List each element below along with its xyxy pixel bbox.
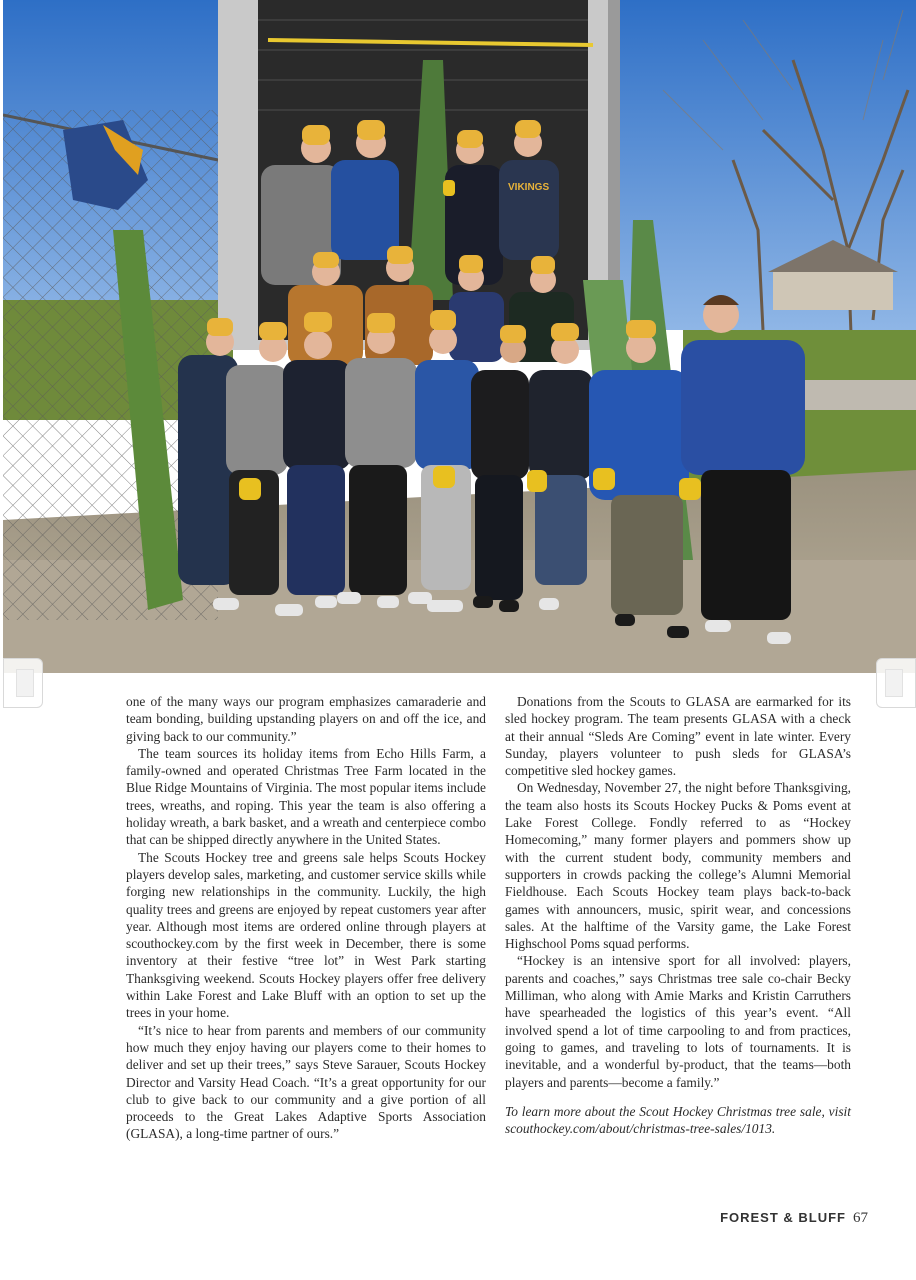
page-number: 67 [853, 1210, 868, 1226]
article-column-right [505, 693, 851, 1137]
paragraph: The Scouts Hockey tree and greens sale helps Scouts Hockey players develop sales, marketing, and customer service skills while forging new relationships in the community. Luckily, the high quality trees and greens are enjoyed by repeat customers year after year. Although most items are ordered online through players at scouthockey.com by the first week in December, there is some inventory at their festive “tree lot” in West Park starting Thanksgiving weekend. Scouts Hockey players offer free delivery within Lake Forest and Lake Bluff with an option to set up the trees in your home. [126, 849, 486, 1021]
page-footer [720, 1210, 868, 1227]
paragraph: On Wednesday, November 27, the night before Thanksgiving, the team also hosts its Scouts Hockey Pucks & Poms event at Lake Forest College. Fondly referred to as “Hockey Homecoming,” many former players and pommers show up with the current student body, community members and supporters in crowds packing the college’s Alumni Memorial Fieldhouse. Each Scouts Hockey team plays back-to-back games with announcers, music, spirit wear, and concessions sales. At the halftime of the Varsity game, the Lake Forest Highschool Poms squad performs. [505, 780, 851, 952]
magazine-name: FOREST & BLUFF [720, 1210, 846, 1225]
paragraph: one of the many ways our program emphasizes camaraderie and team bonding, building upstanding players on and off the ice, and giving back to our community.” [126, 694, 486, 744]
paragraph: The team sources its holiday items from Echo Hills Farm, a family-owned and operated Christmas Tree Farm located in the Blue Ridge Mountains of Virginia. The most popular items include trees, wreaths, and roping. This year the team is also offering a holiday wreath, a bark basket, and a wreath and centerpiece combo that can be shipped directly anywhere in the United States. [126, 745, 486, 848]
paragraph: Donations from the Scouts to GLASA are earmarked for its sled hockey program. The team presents GLASA with a check at their annual “Sleds Are Coming” event in late winter. Every Sunday, players volunteer to push sleds for GLASA’s competitive sled hockey games. [505, 694, 851, 779]
next-page-icon [885, 669, 903, 697]
more-info-note: To learn more about the Scout Hockey Christmas tree sale, visit scouthockey.com/about/christmas-tree-sales/1013. [505, 1103, 851, 1137]
team-photo-illustration [3, 0, 916, 673]
paragraph: “It’s nice to hear from parents and members of our community how much they enjoy having our players come to their homes to deliver and set up their trees,” says Steve Sarauer, Scouts Hockey Director and Varsity Head Coach. “It’s a great opportunity for our club to give back to our community and a give portion of all proceeds to the Great Lakes Adaptive Sports Association (GLASA), a long-time partner of ours.” [126, 1022, 486, 1142]
next-page-button[interactable] [876, 658, 916, 708]
svg-text:VIKINGS: VIKINGS [508, 182, 550, 193]
prev-page-button[interactable] [3, 658, 43, 708]
prev-page-icon [16, 669, 34, 697]
article-column-left [126, 693, 486, 1143]
paragraph: “Hockey is an intensive sport for all involved: players, parents and coaches,” says Christmas tree sale co-chair Becky Milliman, who along with Amie Marks and Kristin Carruthers have spearheaded the logistics of this year’s event. “All involved spend a lot of time carpooling to and from practices, going to games, and traveling to lots of tournaments. It is inevitable, and a wonderful by-product, that the teams—both players and parents—become a family.” [505, 953, 851, 1090]
hero-photo [3, 0, 916, 673]
